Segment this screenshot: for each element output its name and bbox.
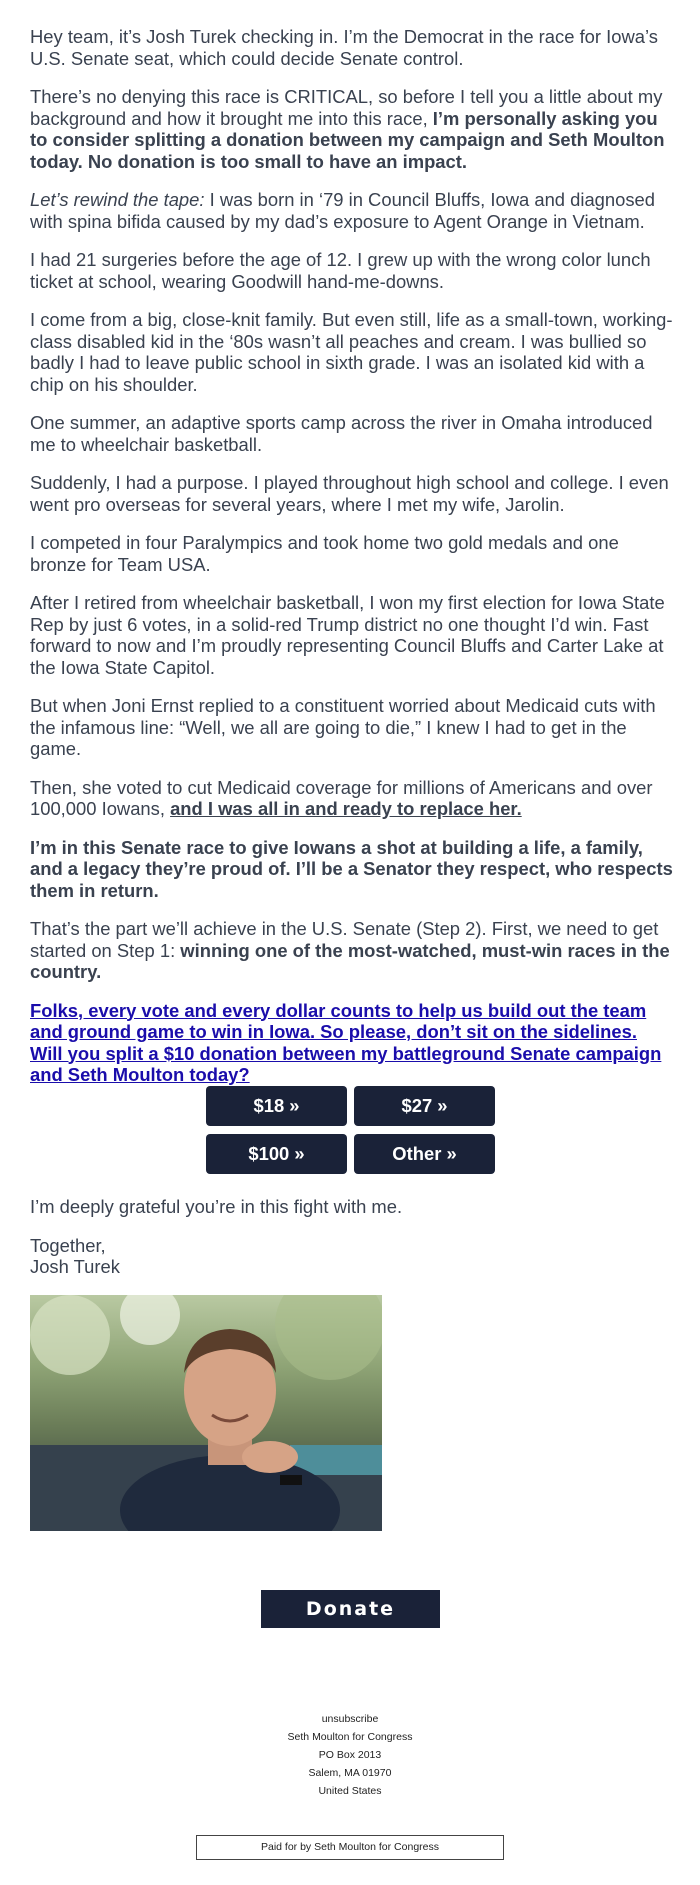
donate-18-button[interactable]: $18 » [206, 1086, 347, 1126]
rewind-italic: Let’s rewind the tape: [30, 189, 205, 210]
closing [30, 1196, 670, 1295]
paragraph-ernst: But when Joni Ernst replied to a constituent worried about Medicaid cuts with the infamous line: “Well, we all are going to die,” I knew I had to get in the game. [30, 695, 656, 759]
footer-city: Salem, MA 01970 [308, 1767, 392, 1779]
footer-country: United States [318, 1785, 382, 1797]
paragraph-intro: Hey team, it’s Josh Turek checking in. I’m the Democrat in the race for Iowa’s U.S. Senate seat, which could decide Senate control. [30, 26, 658, 69]
paragraph-paralympics: I competed in four Paralympics and took home two gold medals and one bronze for Team USA. [30, 532, 619, 575]
paragraph-election: After I retired from wheelchair basketball, I won my first election for Iowa State Rep by just 6 votes, in a solid-red Trump district no one thought I’d win. Fast forward to now and I’m proudly representing Council Bluffs and Carter Lake at the Iowa State Capitol. [30, 592, 665, 678]
grateful-line: I’m deeply grateful you’re in this fight with me. [30, 1196, 403, 1217]
signoff: Together, [30, 1234, 106, 1256]
ask-bold: I’m personally asking you to consider splitting a donation between my campaign and Seth Moulton today. No donation is too small to have an impact. [30, 107, 665, 172]
paragraph-medicaid [30, 777, 674, 820]
donate-other-button[interactable]: Other » [354, 1134, 495, 1174]
footer-po-box: PO Box 2013 [318, 1749, 382, 1761]
signature-name: Josh Turek [30, 1256, 120, 1277]
donation-ask-link[interactable]: Folks, every vote and every dollar counts to help us build out the team and ground game to win in Iowa. So please, don’t sit on the sidelines. Will you split a $10 donation between my battleground Senate campaign and Seth Moulton today? [30, 999, 662, 1085]
unsubscribe-link[interactable]: unsubscribe [321, 1713, 379, 1725]
paragraph-camp: One summer, an adaptive sports camp across the river in Omaha introduced me to wheelchair basketball. [30, 412, 653, 455]
steps-bold: winning one of the most-watched, must-win races in the country. [30, 939, 670, 982]
mission-bold: I’m in this Senate race to give Iowans a shot at building a life, a family, and a legacy they’re proud of. I’ll be a Senator they respect, who respects them in return. [30, 836, 673, 901]
replace-her-text: and I was all in and ready to replace her. [170, 798, 522, 819]
donate-100-button[interactable]: $100 » [206, 1134, 347, 1174]
donate-27-button[interactable]: $27 » [354, 1086, 495, 1126]
signature [30, 1235, 670, 1278]
rewind-text: I was born in ‘79 in Council Bluffs, Iowa and diagnosed with spina bifida caused by my dad’s exposure to Agent Orange in Vietnam. [30, 189, 656, 232]
steps-text: That’s the part we’ll achieve in the U.S. Senate (Step 2). First, we need to get started on Step 1: [30, 918, 659, 961]
paid-for-disclaimer: Paid for by Seth Moulton for Congress [196, 1835, 504, 1860]
footer [0, 1710, 700, 1800]
paragraph-surgeries: I had 21 surgeries before the age of 12. I grew up with the wrong color lunch ticket at school, wearing Goodwill hand-me-downs. [30, 249, 651, 292]
paragraph-mission [30, 837, 674, 902]
footer-org: Seth Moulton for Congress [287, 1731, 413, 1743]
email-body [30, 26, 674, 1103]
candidate-photo-illustration [30, 1295, 382, 1531]
paragraph-purpose: Suddenly, I had a purpose. I played throughout high school and college. I even went pro overseas for several years, where I met my wife, Jarolin. [30, 472, 669, 515]
medicaid-text: Then, she voted to cut Medicaid coverage for millions of Americans and over 100,000 Iowans, [30, 776, 653, 819]
paragraph-family: I come from a big, close-knit family. But even still, life as a small-town, working-class disabled kid in the ‘80s wasn’t all peaches and cream. I was bullied so badly I had to leave public school in sixth grade. I was an isolated kid with a chip on his shoulder. [30, 309, 673, 395]
paragraph-steps [30, 918, 674, 983]
paragraph-ask [30, 86, 674, 172]
paragraph-rewind [30, 189, 674, 232]
candidate-photo [30, 1295, 382, 1531]
donation-amount-grid [206, 1086, 495, 1175]
ask-text: There’s no denying this race is CRITICAL, so before I tell you a little about my background and how it brought me into this race, [30, 86, 663, 129]
donate-button[interactable]: Donate [261, 1590, 440, 1628]
